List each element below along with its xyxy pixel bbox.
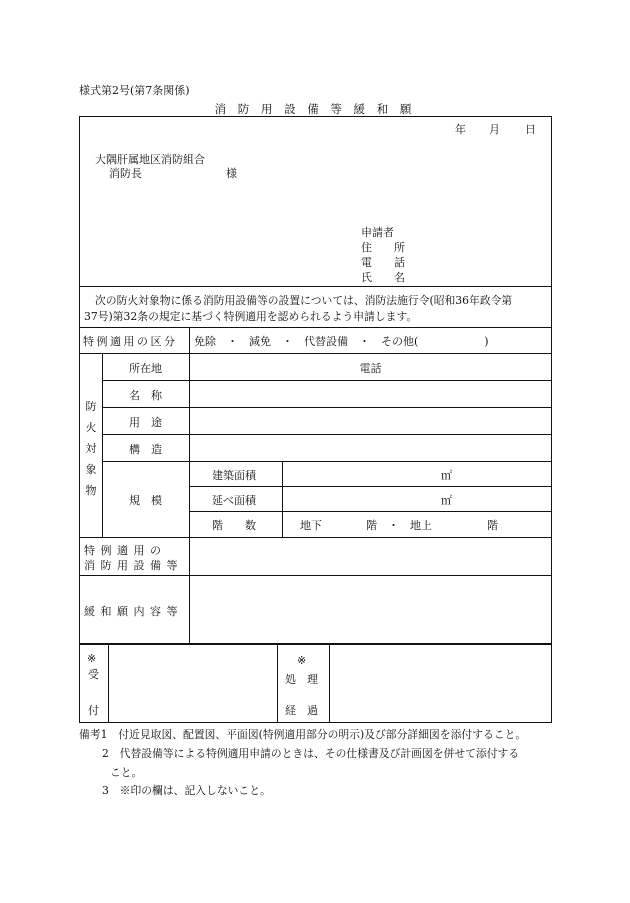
rule [329,644,330,723]
note-3: 3 ※印の欄は、記入しないこと。 [102,784,271,797]
rule [108,644,109,723]
rule [79,575,552,576]
floor-area-unit: ㎡ [441,494,452,507]
date-year: 年 [455,123,466,136]
processing-line2: 経 過 [285,704,318,717]
reception-line2: 付 [88,704,99,717]
rule [102,407,552,408]
name-label: 名 称 [129,389,162,402]
floors-value: 地下 階 ・ 地上 階 [300,519,498,532]
fire-object-char: 対 [85,442,97,455]
applicant-address: 住 所 [361,241,405,254]
rule [551,644,552,723]
reception-mark: ※ [87,652,97,665]
special-equipment-line1: 特 例 適 用 の [84,544,162,557]
relief-content-label: 緩 和 願 内 容 等 [84,605,179,618]
category-options: 免除 ・ 減免 ・ 代替設備 ・ その他( ) [194,335,489,348]
statement-line2: 37号)第32条の規定に基づく特例適用を認められるよう申請します。 [84,310,418,323]
statement-line1: 次の防火対象物に係る消防用設備等の設置については、消防法施行令(昭和36年政令第 [95,294,513,307]
floor-area-label: 延べ面積 [212,494,256,507]
rule [102,434,552,435]
addressee-chief: 消防長 [109,167,142,180]
use-label: 用 途 [129,416,162,429]
applicant-heading: 申請者 [361,226,394,239]
processing-mark: ※ [297,654,307,667]
building-area-unit: ㎡ [441,469,452,482]
fire-object-char: 防 [85,400,97,413]
rule [102,353,103,537]
category-label: 特例適用の区分 [83,335,178,348]
fire-object-char: 象 [85,463,97,476]
rule [277,644,278,723]
special-equipment-line2: 消 防 用 設 備 等 [84,559,179,572]
fire-object-char: 火 [85,421,97,434]
applicant-name: 氏 名 [361,271,405,284]
reception-line1: 受 [88,668,99,681]
addressee-org: 大隅肝属地区消防組合 [95,153,205,166]
rule [102,461,552,462]
phone-label: 電話 [359,362,382,375]
building-area-label: 建築面積 [212,469,256,482]
structure-label: 構 造 [129,443,162,456]
note-1: 備考1 付近見取図、配置図、平面図(特例適用部分の明示)及び部分詳細図を添付すること。 [79,728,527,741]
applicant-phone: 電 話 [361,256,405,269]
fire-object-label [81,396,101,501]
rule [79,722,552,723]
rule [189,486,552,487]
fire-object-char: 物 [85,484,97,497]
rule [79,537,552,538]
note-2b: こと。 [110,766,143,779]
rule [79,353,552,354]
location-label: 所在地 [129,362,162,375]
rule [189,511,552,512]
date-day: 日 [525,123,536,136]
scale-label: 規 模 [129,494,162,507]
note-2a: 2 代替設備等による特例適用申請のときは、その仕様書及び計画図を併せて添付する [102,747,520,760]
rule [79,286,552,287]
rule [79,327,552,328]
date-month: 月 [489,123,500,136]
document-title: 消 防 用 設 備 等 緩 和 願 [214,102,416,116]
addressee-sama: 様 [226,167,237,180]
form-number: 様式第2号(第7条関係) [79,84,190,97]
floors-label: 階 数 [212,519,256,532]
processing-line1: 処 理 [285,673,318,686]
rule [282,461,283,537]
rule [79,644,80,723]
rule [102,380,552,381]
rule [79,644,552,645]
